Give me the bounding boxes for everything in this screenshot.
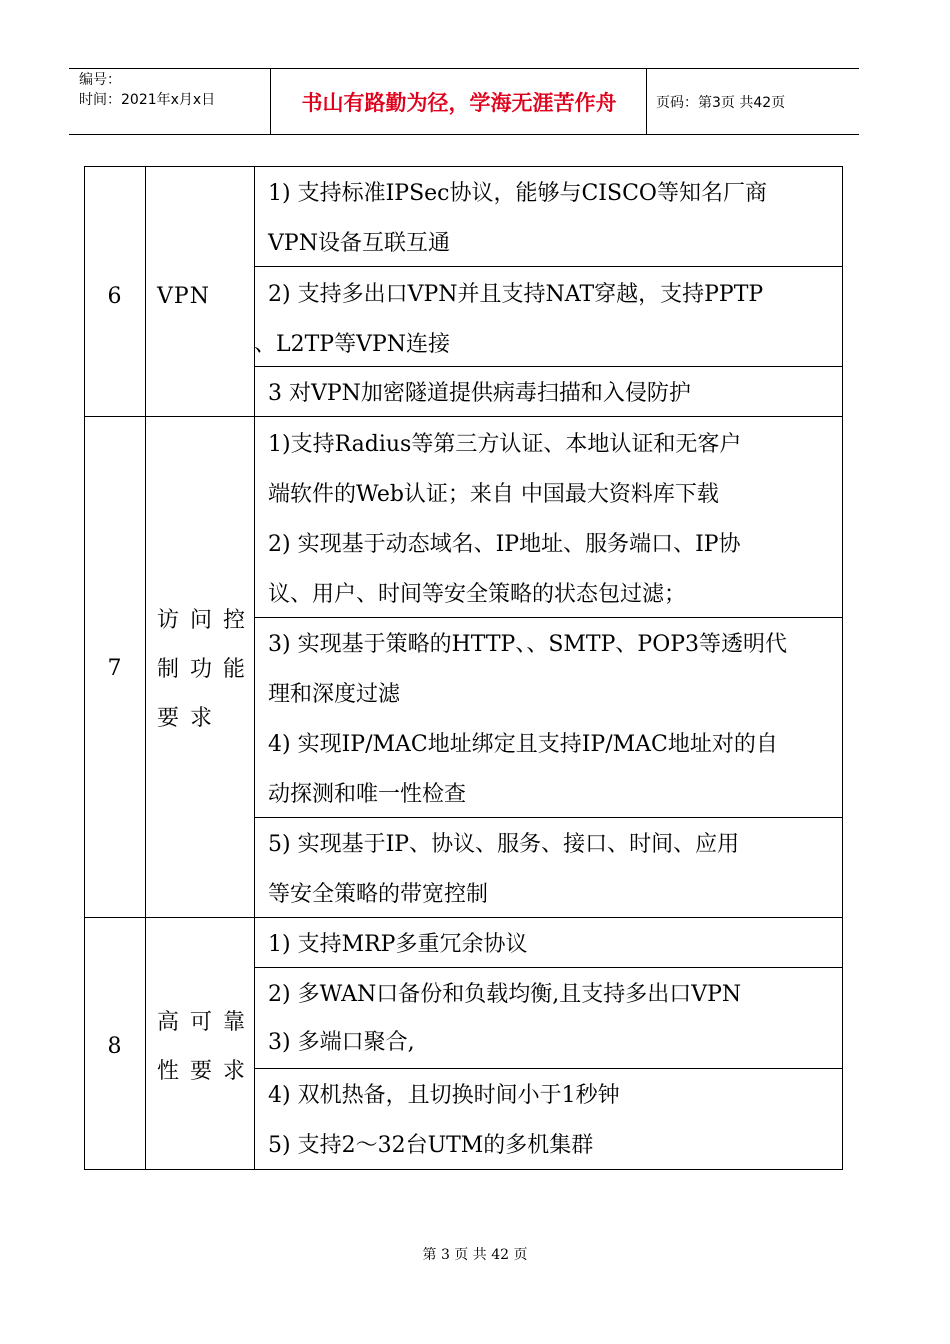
requirement-line: 理和深度过滤 xyxy=(268,682,401,707)
header-top-rule xyxy=(69,68,859,69)
document-date: 时间：2021年x月x日 xyxy=(79,92,216,108)
page-footer: 第 3 页 共 42 页 xyxy=(422,1247,528,1263)
row-category: VPN xyxy=(157,284,210,309)
header-motto: 书山有路勤为径，学海无涯苦作舟 xyxy=(301,90,617,115)
requirement-line: 3 对VPN加密隧道提供病毒扫描和入侵防护 xyxy=(268,381,691,406)
requirement-line: 2) 多WAN口备份和负载均衡,且支持多出口VPN xyxy=(268,982,742,1007)
row-category: 访问控 xyxy=(157,608,257,633)
requirement-line: 动探测和唯一性检查 xyxy=(268,782,467,807)
row-category: 性要求 xyxy=(157,1059,257,1084)
header-page-info: 页码：第3页 共42页 xyxy=(656,95,786,111)
row-category: 高可靠 xyxy=(157,1010,257,1035)
requirement-line: VPN设备互联互通 xyxy=(268,231,450,256)
document-number-label: 编号： xyxy=(79,72,121,88)
requirement-line: 2) 实现基于动态域名、IP地址、服务端口、IP协 xyxy=(268,532,741,557)
requirement-line: 议、用户、时间等安全策略的状态包过滤； xyxy=(268,582,687,607)
header-meta xyxy=(79,70,215,110)
requirement-line: 3) 多端口聚合, xyxy=(268,1030,415,1055)
row-category: 制功能 xyxy=(157,657,257,682)
header-divider xyxy=(270,68,271,134)
requirement-line: 5) 支持2～32台UTM的多机集群 xyxy=(268,1133,594,1158)
requirement-line: 1)支持Radius等第三方认证、本地认证和无客户 xyxy=(268,432,742,457)
requirement-line: 等安全策略的带宽控制 xyxy=(268,882,489,907)
requirement-line: 5) 实现基于IP、协议、服务、接口、时间、应用 xyxy=(268,832,740,857)
requirement-line: 4) 实现IP/MAC地址绑定且支持IP/MAC地址对的自 xyxy=(268,732,778,757)
requirement-line: 、L2TP等VPN连接 xyxy=(254,332,451,357)
requirement-line: 端软件的Web认证；来自 中国最大资料库下载 xyxy=(268,482,719,507)
row-number: 8 xyxy=(107,1034,122,1059)
requirement-line: 2) 支持多出口VPN并且支持NAT穿越，支持PPTP xyxy=(268,282,764,307)
row-number: 6 xyxy=(107,284,122,309)
row-number: 7 xyxy=(107,656,122,681)
column-divider xyxy=(145,166,146,1170)
header-divider xyxy=(646,68,647,134)
table-border-right xyxy=(842,166,843,1170)
row-category: 要求 xyxy=(157,706,224,731)
requirement-line: 4) 双机热备，且切换时间小于1秒钟 xyxy=(268,1083,620,1108)
requirements-table xyxy=(84,166,843,1170)
requirement-line: 3) 实现基于策略的HTTP、、SMTP、POP3等透明代 xyxy=(268,632,788,657)
requirement-line: 1) 支持MRP多重冗余协议 xyxy=(268,932,528,957)
header-bottom-rule xyxy=(69,134,859,135)
requirement-line: 1) 支持标准IPSec协议，能够与CISCO等知名厂商 xyxy=(268,181,767,206)
table-border-top xyxy=(84,166,843,167)
cell-divider xyxy=(254,1068,843,1069)
